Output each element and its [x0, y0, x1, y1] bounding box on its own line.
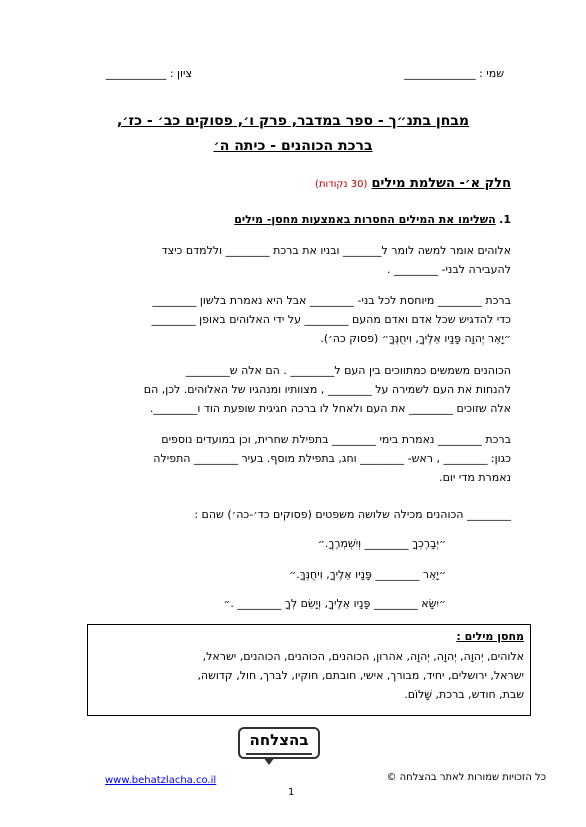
logo-speech-tail [263, 757, 275, 765]
footer-copyright: כל הזכויות שמורות לאתר בהצלחה © [386, 772, 546, 783]
word-bank-words [197, 647, 524, 704]
paragraph-line: ברכת ________ נאמרת בימי ________ בתפילת שחרית, וכן במועדים נוספים [161, 433, 511, 446]
paragraph-3 [144, 361, 511, 418]
paragraph-line: להעבירה לבני- ________ . [387, 263, 511, 276]
exam-title-line2: ברכת הכוהנים - כיתה ה׳ [213, 138, 373, 154]
name-line [404, 64, 504, 83]
word-bank-line: אלוהים, יְהוָה, יְהוָה, יְהוָה, אהרון, הכוהנים, הכוהנים, הכוהנים, ישראל, [202, 650, 524, 663]
name-blank[interactable]: _____________ [404, 67, 476, 80]
paragraph-line: אלה שזוכים ________ את העם ולאחל לו ברכה חגיגית שופעת הוד ו________. [149, 402, 511, 415]
word-bank-box [87, 624, 531, 716]
paragraph-line: אלוהים אומר למשה לומר ל_______ ובניו את ברכת ________ וללמדם כיצד [161, 244, 511, 257]
paragraph-line: כגון: ________ , ראש- ________ וחג, בתפילת מוסף. בעיר ________ התפילה [153, 452, 511, 465]
question-1 [234, 210, 511, 229]
paragraph-1 [162, 241, 511, 279]
question-number: 1. [499, 213, 511, 226]
paragraph-4 [153, 430, 511, 487]
question-instruction: השלימו את המילים החסרות באמצעות מחסן- מילים [234, 213, 496, 226]
footer-url-wrap [105, 768, 216, 790]
grade-label: ציון : [169, 67, 192, 80]
page-number: 1 [288, 787, 295, 798]
paragraph-line: כדי להדגיש שכל אדם ואדם מהעם ________ על ידי האלוהים באופן ________ [151, 313, 511, 326]
footer-website-link[interactable]: www.behatzlacha.co.il [105, 775, 217, 786]
logo-text: בהצלחה [249, 731, 309, 749]
name-label: שמי : [479, 67, 504, 80]
verse-1: ״יְבָרֶכְךָ ________ וְיִשְׁמְרֶךָ.״ [317, 537, 446, 550]
exam-title-line1: מבחן בתנ״ך - ספר במדבר, פרק ו׳, פסוקים כב׳ - כז׳, [116, 113, 469, 129]
paragraph-line: להנחות את העם לשמירה על ________ , מצוותיו ומנהגיו של האלוהים. לכן, הם [143, 383, 511, 396]
paragraph-line: ״יָאֵר יְהוָה פָּנָיו אֵלֶיךָ, וִיחֻנֶּךָּ״ (פסוק כה׳). [320, 332, 511, 345]
verses-intro: ________ הכוהנים מכילה שלושה משפטים (פסוקים כד׳-כה׳) שהם : [194, 508, 511, 521]
word-bank-line: שבת, חודש, ברכת, שָׁלוֹם. [404, 688, 524, 701]
verse-3: ״יִשָּׂא ________ פָּנָיו אֵלֶיךָ, וְיָשֵׂם לְךָ ________ .״ [223, 597, 446, 610]
word-bank-line: ישראל, ירושלים, יחיד, מבורך, אישי, חובתם, חוקיו, לברך, חול, קדושה, [197, 669, 524, 682]
grade-line [106, 64, 192, 83]
section-heading [315, 176, 511, 191]
verse-2: ״יָאֵר ________ פָּנָיו אֵלֶיךָ, וִיחֻנֶּךָּ.״ [289, 568, 446, 581]
section-title: חלק א׳- השלמת מילים [371, 176, 511, 191]
logo-underline [246, 753, 312, 755]
section-points: (30 נקודות) [315, 179, 368, 190]
word-bank-title: מחסן מילים : [456, 630, 524, 643]
paragraph-line: הכוהנים משמשים כמתווכים בין העם ל________ . הם אלה ש________ [185, 364, 511, 377]
grade-blank[interactable]: ___________ [105, 67, 167, 80]
paragraph-line: נאמרת מדי יום. [439, 471, 511, 484]
paragraph-2 [152, 291, 511, 348]
behatzlacha-logo [238, 727, 320, 759]
paragraph-line: ברכת ________ מיוחסת לכל בני- ________ אבל היא נאמרת בלשון ________ [152, 294, 511, 307]
